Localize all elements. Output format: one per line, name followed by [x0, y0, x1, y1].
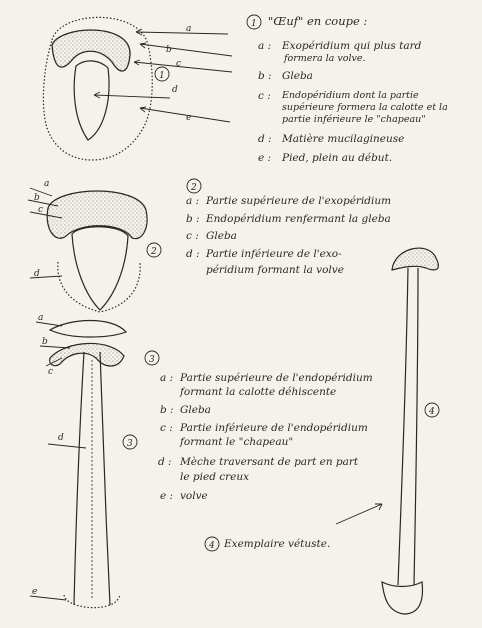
section3-item-e-letter: e : [160, 490, 174, 502]
fig3-chapeau [50, 343, 124, 366]
section2-item-a-letter: a : [186, 195, 200, 207]
fig1-label-c: c [176, 59, 182, 69]
section4-marker [205, 537, 219, 551]
section2-item-d-line1: Partie inférieure de l'exo- [206, 248, 342, 260]
section1-item-e-line1: Pied, plein au début. [282, 152, 393, 164]
section1-item-c-letter: c : [258, 90, 271, 102]
svg-text:1: 1 [159, 71, 165, 81]
section1-item-c-line1: Endopéridium dont la partie [282, 90, 419, 101]
section2-marker [187, 179, 201, 193]
fig4-marker [425, 403, 439, 417]
fig2-marker [147, 243, 161, 257]
fig4-arrow [336, 504, 382, 524]
section3-marker [145, 351, 159, 365]
section3-item-c-letter: c : [160, 422, 173, 434]
section2-item-a-line1: Partie supérieure de l'exopéridium [206, 195, 392, 207]
section3-item-d-line2: le pied creux [180, 471, 250, 483]
svg-text:2: 2 [151, 247, 157, 257]
section1-item-b-line1: Gleba [282, 70, 313, 82]
svg-text:2: 2 [191, 183, 197, 193]
fig2-volve [58, 262, 140, 312]
fig1-label-d: d [172, 85, 178, 95]
fig2-gleba [72, 227, 128, 310]
section1-item-c-line2: supérieure formera la calotte et la [282, 102, 448, 113]
figure-2-egg-opening [28, 188, 147, 312]
svg-text:1: 1 [251, 19, 257, 29]
section2-item-c-line1: Gleba [206, 230, 237, 242]
fig1-stalk [74, 61, 109, 140]
fig4-stalk [398, 268, 418, 585]
fig2-label-a: a [44, 179, 50, 189]
section1-item-b-letter: b : [258, 70, 272, 82]
fig3-marker [123, 435, 137, 449]
section3-item-e-line1: volve [180, 490, 208, 502]
section1-item-d-letter: d : [258, 133, 272, 145]
svg-text:3: 3 [149, 355, 155, 365]
fig2-label-c: c [38, 205, 44, 215]
section3-item-b-letter: b : [160, 404, 174, 416]
fig2-cap [47, 191, 147, 239]
section1-item-e-letter: e : [258, 152, 272, 164]
figure-1-egg-section [43, 17, 232, 160]
section2-item-d-line2: péridium formant la volve [206, 264, 344, 276]
svg-text:4: 4 [209, 541, 215, 551]
figure-1-letters [166, 24, 191, 123]
section3-item-d-letter: d : [158, 456, 172, 468]
fig2-label-d: d [34, 269, 40, 279]
section3-item-a-line1: Partie supérieure de l'endopéridium [180, 372, 373, 384]
fig2-label-b: b [34, 193, 40, 203]
fig1-gleba [52, 30, 130, 71]
fig3-calotte [50, 321, 126, 338]
section2-item-c-letter: c : [186, 230, 199, 242]
section3-item-c-line2: formant le "chapeau" [180, 436, 294, 448]
section2-item-b-letter: b : [186, 213, 200, 225]
section1-marker [247, 15, 261, 29]
fig3-label-c: c [48, 367, 54, 377]
section1-heading: "Œuf" en coupe : [268, 14, 368, 28]
section4-caption: Exemplaire vétuste. [224, 538, 331, 550]
section3-item-a-line2: formant la calotte déhiscente [180, 386, 337, 398]
fig4-volve [382, 582, 422, 614]
fig3-label-e: e [32, 587, 38, 597]
svg-text:4: 4 [429, 407, 435, 417]
fig3-label-a: a [38, 313, 44, 323]
figure-3-elongated-stalk [30, 321, 126, 608]
fig1-label-e: e [186, 113, 192, 123]
section1-item-a-line1: Exopéridium qui plus tard [282, 40, 422, 52]
fig3-label-d: d [58, 433, 64, 443]
fig1-label-a: a [186, 24, 192, 34]
fig1-marker [155, 67, 169, 81]
section3-item-b-line1: Gleba [180, 404, 211, 416]
section2-item-d-letter: d : [186, 248, 200, 260]
section2-item-b-line1: Endopéridium renfermant la gleba [206, 213, 391, 225]
fig4-cap [392, 248, 438, 270]
fig1-label-b: b [166, 45, 172, 55]
fig3-volve [64, 594, 120, 608]
section3-item-d-line1: Mèche traversant de part en part [180, 456, 359, 468]
fig3-label-b: b [42, 337, 48, 347]
fig3-stalk [74, 352, 110, 605]
svg-text:3: 3 [127, 439, 133, 449]
section3-item-a-letter: a : [160, 372, 174, 384]
section3-item-c-line1: Partie inférieure de l'endopéridium [180, 422, 368, 434]
section1-item-c-line3: partie inférieure le "chapeau" [282, 114, 426, 125]
section1-item-a-letter: a : [258, 40, 272, 52]
section1-item-d-line1: Matière mucilagineuse [282, 133, 405, 145]
section1-item-a-line2: formera la volve. [284, 53, 366, 64]
